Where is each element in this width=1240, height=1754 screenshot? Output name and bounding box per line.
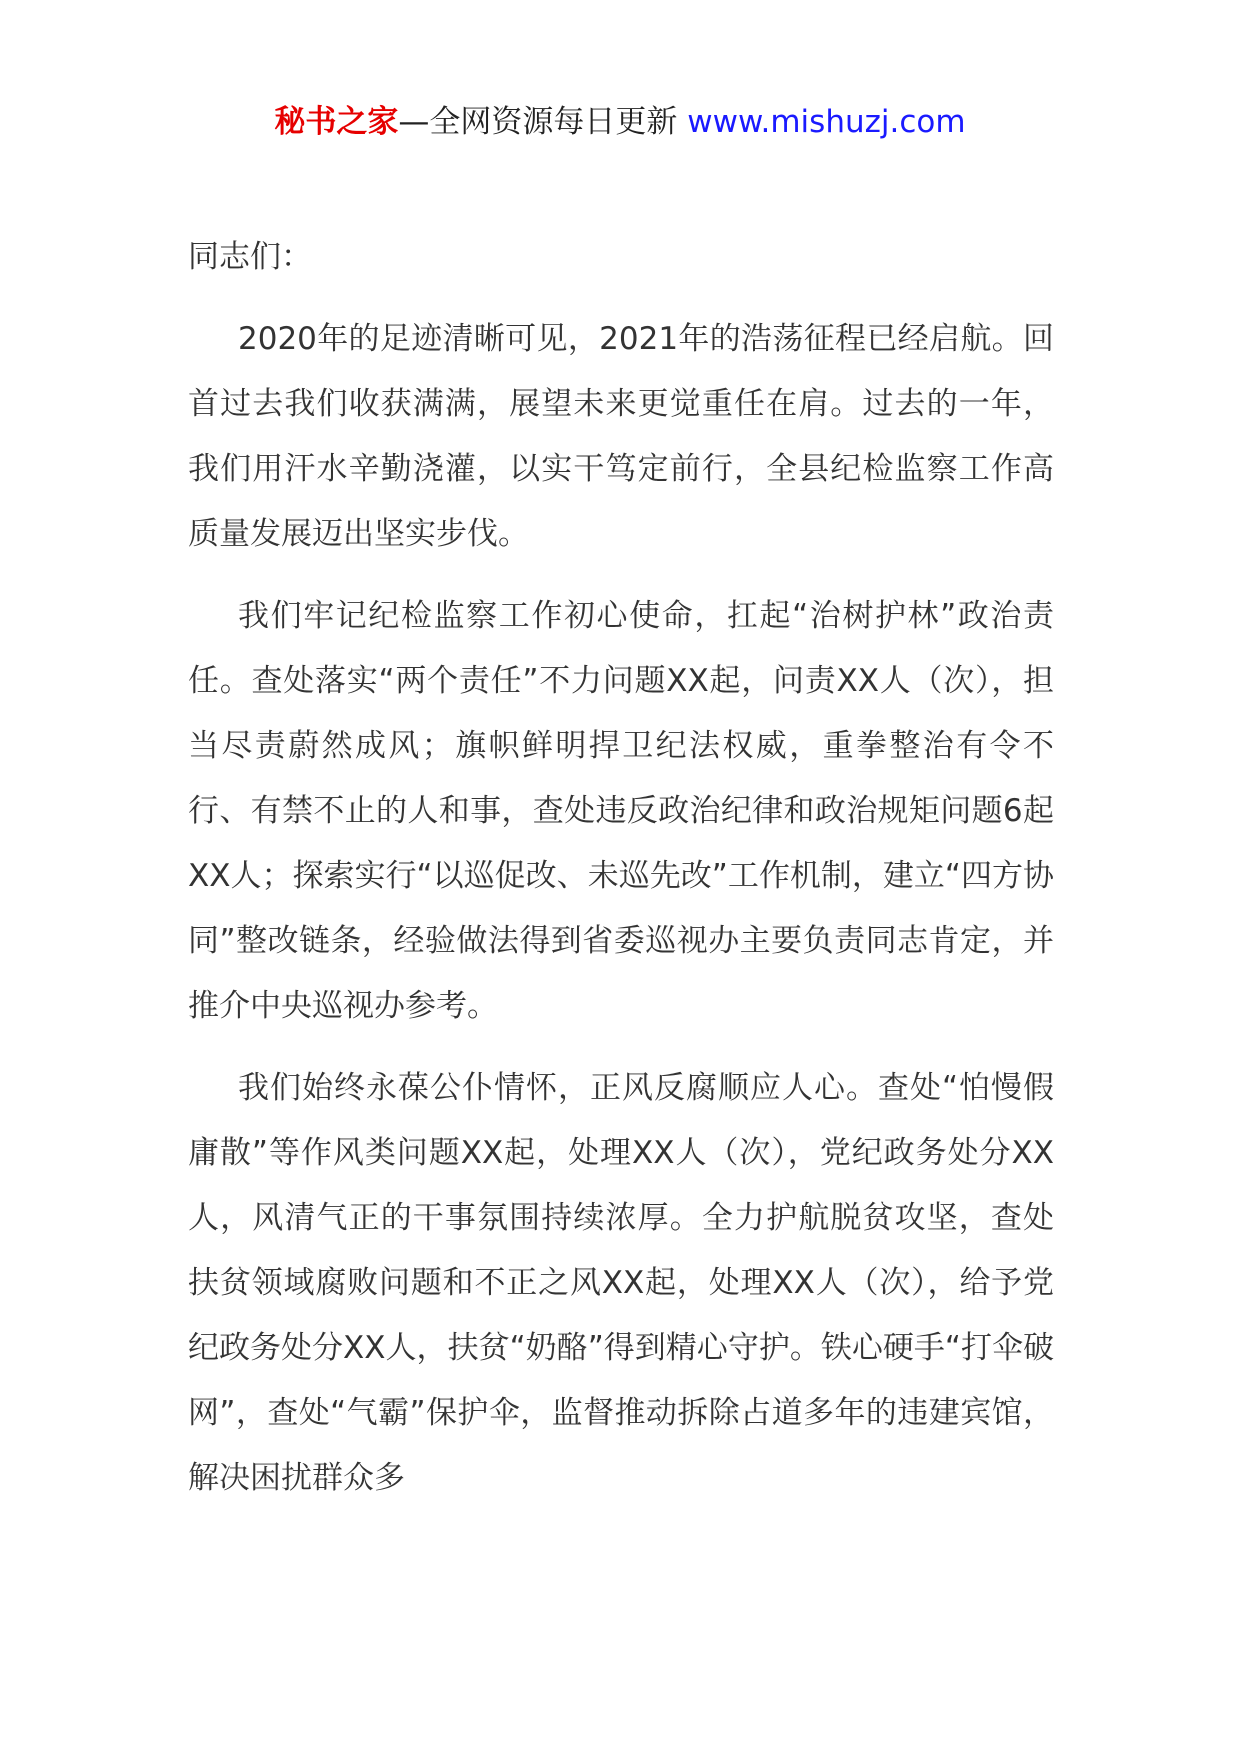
page-header	[0, 100, 1240, 144]
brand-name: 秘书之家	[274, 104, 399, 140]
paragraph-1: 2020年的足迹清晰可见，2021年的浩荡征程已经启航。回首过去我们收获满满，展望未来更觉重任在肩。过去的一年，我们用汗水辛勤浇灌，以实干笃定前行，全县纪检监察工作高质量发展迈出坚实步伐。	[188, 321, 1054, 552]
paragraph-3: 我们始终永葆公仆情怀，正风反腐顺应人心。查处“怕慢假庸散”等作风类问题XX起，处理XX人（次），党纪政务处分XX人，风清气正的干事氛围持续浓厚。全力护航脱贫攻坚，查处扶贫领域腐败问题和不正之风XX起，处理XX人（次），给予党纪政务处分XX人，扶贫“奶酪”得到精心守护。铁心硬手“打伞破网”，查处“气霸”保护伞，监督推动拆除占道多年的违建宾馆，解决困扰群众多	[188, 1070, 1054, 1496]
paragraph-2: 我们牢记纪检监察工作初心使命，扛起“治树护林”政治责任。查处落实“两个责任”不力问题XX起，问责XX人（次），担当尽责蔚然成风；旗帜鲜明捍卫纪法权威，重拳整治有令不行、有禁不止的人和事，查处违反政治纪律和政治规矩问题6起XX人；探索实行“以巡促改、未巡先改”工作机制，建立“四方协同”整改链条，经验做法得到省委巡视办主要负责同志肯定，并推介中央巡视办参考。	[188, 598, 1054, 1024]
website-link[interactable]: www.mishuzj.com	[687, 104, 966, 140]
document-body	[188, 225, 1054, 1528]
header-tagline: —全网资源每日更新	[398, 104, 678, 140]
salutation: 同志们：	[188, 239, 312, 275]
